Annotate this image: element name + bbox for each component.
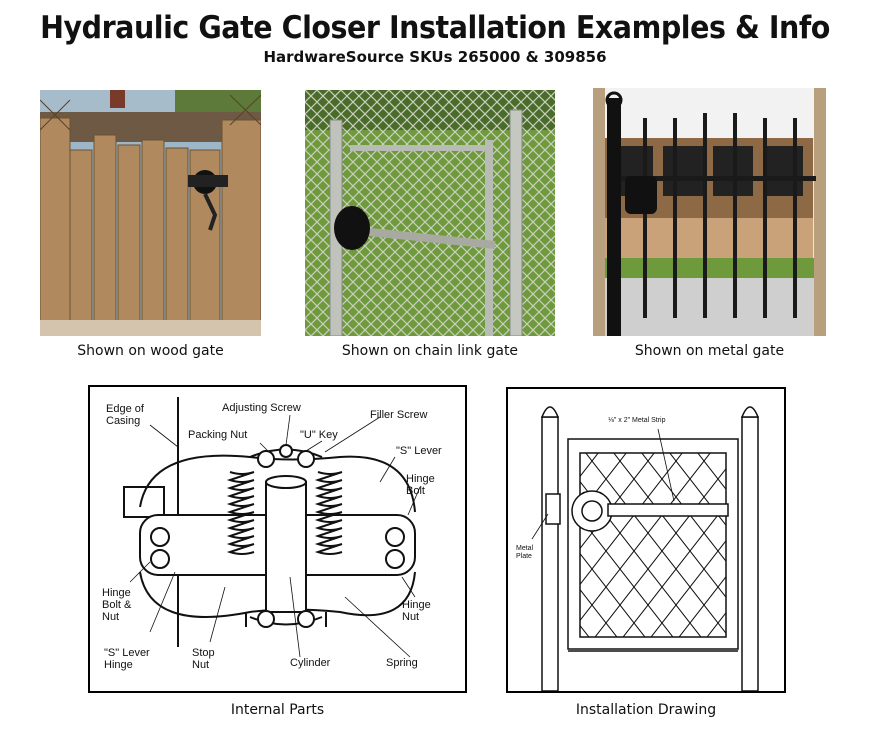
installation-caption: Installation Drawing xyxy=(575,702,717,718)
label-edge-of-casing: Edge of Casing xyxy=(106,403,144,427)
page-subtitle: HardwareSource SKUs 265000 & 309856 xyxy=(263,48,607,66)
label-stop-nut: Stop Nut xyxy=(192,647,215,671)
metal-gate-caption: Shown on metal gate xyxy=(634,343,785,359)
label-hinge-bolt-right: Hinge Bolt xyxy=(406,473,435,497)
label-u-key: "U" Key xyxy=(300,429,338,441)
installation-diagram xyxy=(506,387,786,693)
label-s-lever-hinge: "S" Lever Hinge xyxy=(104,647,150,671)
wood-gate-photo xyxy=(40,90,261,336)
label-hinge-nut: Hinge Nut xyxy=(402,599,431,623)
label-spring: Spring xyxy=(386,657,418,669)
label-metal-strip: ⅛" x 2" Metal Strip xyxy=(608,417,666,424)
page-title: Hydraulic Gate Closer Installation Examples & Info xyxy=(40,10,830,46)
label-hinge-bolt-nut: Hinge Bolt & Nut xyxy=(102,587,132,623)
label-adjusting-screw: Adjusting Screw xyxy=(222,402,301,414)
internal-parts-diagram xyxy=(88,385,467,693)
label-packing-nut: Packing Nut xyxy=(188,429,248,441)
label-metal-plate: Metal Plate xyxy=(516,545,534,560)
internal-parts-caption: Internal Parts xyxy=(230,702,325,718)
metal-gate-photo xyxy=(593,88,826,336)
chain-link-gate-caption: Shown on chain link gate xyxy=(341,343,519,359)
label-cylinder: Cylinder xyxy=(290,657,331,669)
chain-link-gate-photo xyxy=(305,90,555,336)
label-filler-screw: Filler Screw xyxy=(370,409,428,421)
label-s-lever: "S" Lever xyxy=(396,445,442,457)
wood-gate-caption: Shown on wood gate xyxy=(77,343,224,359)
